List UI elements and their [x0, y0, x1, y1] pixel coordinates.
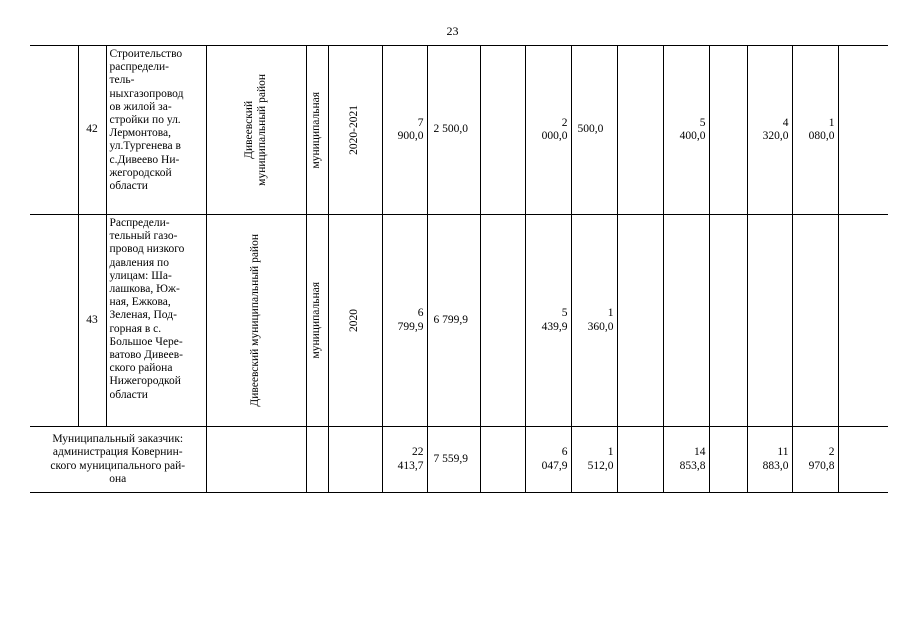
name-line: Распредели-	[109, 217, 170, 229]
district-line: Дивеевский	[242, 101, 255, 159]
value-line: 4	[782, 116, 789, 129]
value-c	[525, 46, 571, 215]
label-line: Муниципальный заказчик:	[52, 433, 184, 446]
district-text	[243, 74, 269, 186]
value-line: 5	[561, 307, 568, 320]
ownership-text: муниципальная	[310, 91, 323, 169]
value-a: 2 500,0	[427, 46, 480, 215]
name-line: с.Дивеево Ни-	[109, 153, 180, 166]
empty-cell	[617, 427, 663, 493]
value-line: 2	[828, 446, 835, 459]
table-row	[30, 215, 888, 427]
empty-cell	[709, 46, 747, 215]
name-line: Нижегородкой	[109, 375, 181, 388]
ownership-cell	[306, 215, 328, 427]
name-line: давления по	[109, 256, 169, 269]
value-line: 080,0	[808, 130, 835, 142]
label-line: она	[109, 472, 127, 485]
name-line: ная, Ежкова,	[109, 296, 171, 309]
name-line: Большое Чере-	[109, 335, 183, 348]
name-line: области	[109, 388, 148, 401]
investment-table	[30, 45, 888, 493]
value-line: 900,0	[397, 130, 424, 142]
period-text: 2020-2021	[348, 105, 361, 155]
value-line: 5	[699, 116, 706, 129]
name-line: распредели-	[109, 61, 169, 74]
empty-cell	[480, 215, 525, 427]
label-line: администрация Ковернин-	[52, 446, 183, 459]
table-row	[30, 46, 888, 215]
name-line: горная в с.	[109, 322, 162, 335]
name-line: жегородской	[109, 166, 172, 179]
name-line: тель-	[109, 74, 135, 87]
value-line: 22	[412, 446, 424, 459]
value-d: 500,0	[571, 46, 617, 215]
name-line: тельный газо-	[109, 230, 178, 243]
empty-cell	[206, 427, 306, 493]
total-row	[30, 427, 888, 493]
name-line: стройки по ул.	[109, 114, 181, 127]
empty-cell	[709, 215, 747, 427]
name-line: провод низкого	[109, 243, 185, 256]
total-value	[382, 46, 427, 215]
value-line: 6	[561, 446, 568, 459]
value-h	[747, 46, 792, 215]
value-d	[571, 215, 617, 427]
value-line: 439,9	[541, 320, 568, 333]
value-i	[792, 46, 838, 215]
value-line: 970,8	[808, 459, 835, 472]
name-line: области	[109, 180, 148, 193]
value-line: 799,9	[397, 320, 424, 333]
value-line: 7	[417, 116, 424, 129]
empty-cell	[709, 427, 747, 493]
district-line: Дивеевский муниципальный район	[249, 234, 262, 407]
empty-cell	[792, 215, 838, 427]
district-text	[249, 234, 262, 407]
value-line: 512,0	[587, 459, 614, 472]
empty-cell	[838, 427, 888, 493]
value-a: 7 559,9	[427, 427, 480, 493]
empty-cell	[617, 215, 663, 427]
value-c	[525, 215, 571, 427]
empty-cell	[480, 427, 525, 493]
row-index: 42	[78, 46, 106, 215]
empty-cell	[306, 427, 328, 493]
district-cell	[206, 215, 306, 427]
empty-cell	[328, 427, 382, 493]
row-index: 43	[78, 215, 106, 427]
period-cell	[328, 215, 382, 427]
name-line: ского района	[109, 362, 173, 375]
name-line: ныхгазопровод	[109, 87, 184, 100]
value-line: 047,9	[541, 459, 568, 472]
value-line: 14	[694, 446, 706, 459]
name-line: ул.Тургенева в	[109, 140, 181, 153]
value-c	[525, 427, 571, 493]
period-cell	[328, 46, 382, 215]
value-line: 413,7	[397, 459, 424, 472]
empty-cell	[663, 215, 709, 427]
district-cell	[206, 46, 306, 215]
empty-cell	[480, 46, 525, 215]
value-line: 883,0	[762, 459, 789, 472]
value-line: 320,0	[762, 130, 789, 142]
value-f	[663, 427, 709, 493]
name-line: ватово Дивеев-	[109, 349, 184, 362]
label-line: ского муниципального рай-	[50, 459, 186, 472]
name-line: Строительство	[109, 48, 183, 60]
district-line: муниципальный район	[256, 74, 268, 186]
empty-cell	[30, 215, 78, 427]
period-text: 2020	[348, 309, 361, 332]
value-d	[571, 427, 617, 493]
name-line: лашкова, Юж-	[109, 283, 180, 296]
empty-cell	[838, 215, 888, 427]
name-line: Зеленая, Под-	[109, 309, 177, 322]
empty-cell	[617, 46, 663, 215]
value-line: 1	[607, 307, 614, 320]
ownership-cell	[306, 46, 328, 215]
value-line: 853,8	[679, 459, 706, 472]
total-value	[382, 427, 427, 493]
ownership-text: муниципальная	[310, 282, 323, 359]
value-line: 1	[828, 116, 835, 129]
value-f	[663, 46, 709, 215]
value-a: 6 799,9	[427, 215, 480, 427]
name-line: улицам: Ша-	[109, 269, 172, 282]
empty-cell	[838, 46, 888, 215]
customer-label	[30, 427, 206, 493]
object-name	[106, 46, 206, 215]
value-line: 360,0	[587, 320, 614, 333]
value-line: 6	[417, 307, 424, 320]
object-name	[106, 215, 206, 427]
value-line: 400,0	[679, 130, 706, 142]
value-line: 000,0	[541, 130, 568, 142]
name-line: Лермонтова,	[109, 127, 171, 140]
empty-cell	[747, 215, 792, 427]
value-line: 1	[607, 446, 614, 459]
name-line: ов жилой за-	[109, 100, 172, 113]
total-value	[382, 215, 427, 427]
empty-cell	[30, 46, 78, 215]
value-line: 11	[777, 446, 789, 459]
value-line: 2	[561, 116, 568, 129]
page-number: 23	[446, 24, 459, 38]
value-i	[792, 427, 838, 493]
value-h	[747, 427, 792, 493]
